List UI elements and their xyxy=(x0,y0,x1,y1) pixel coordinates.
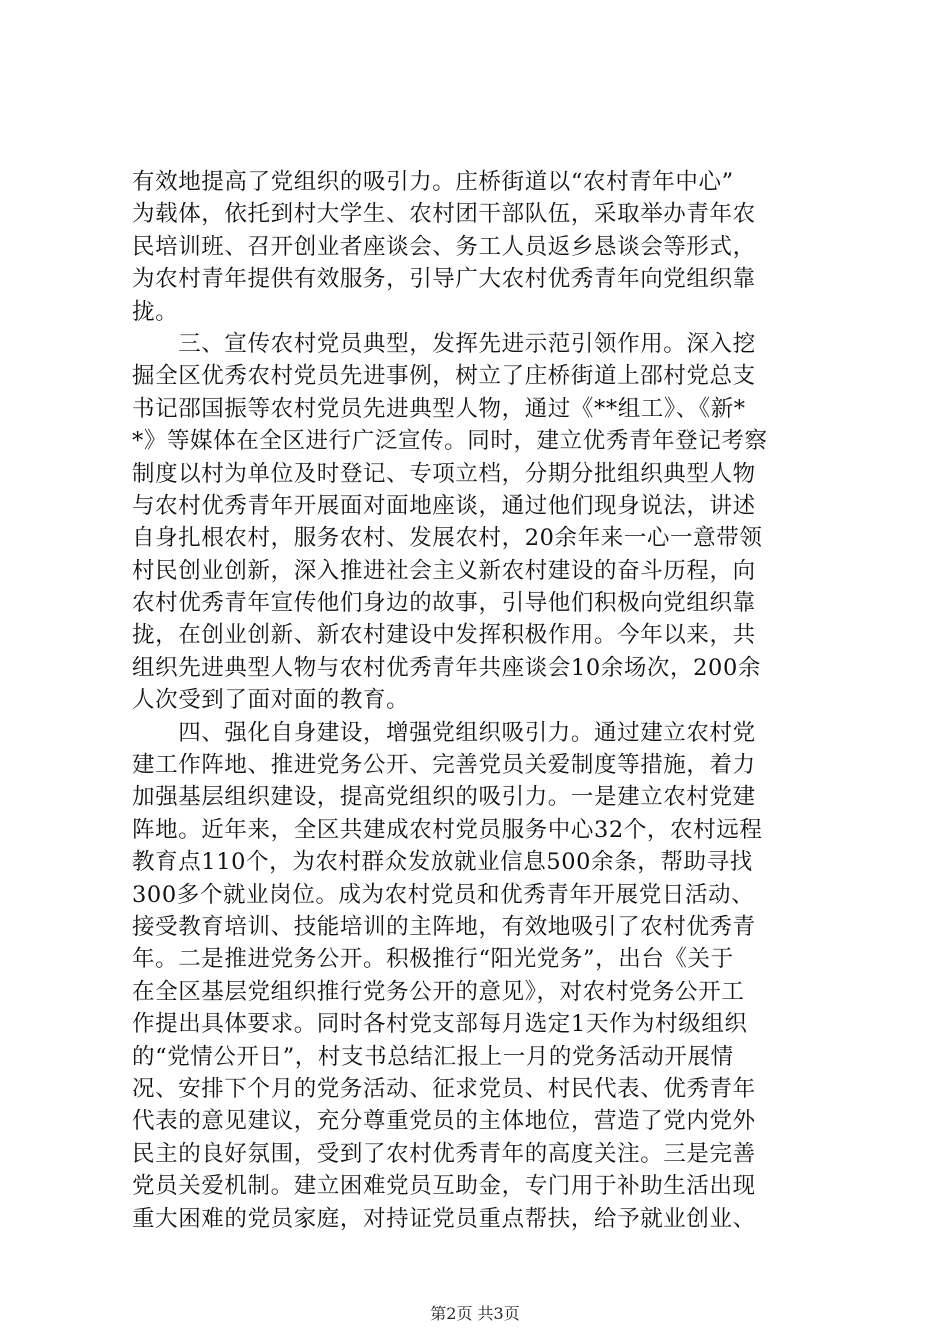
text-line: 农村优秀青年宣传他们身边的故事，引导他们积极向党组织靠 xyxy=(132,590,756,617)
page-number-footer: 第2页 共3页 xyxy=(430,1304,520,1323)
text-line: 拢，在创业创新、新农村建设中发挥积极作用。今年以来，共 xyxy=(132,622,756,649)
text-line: 年。二是推进党务公开。积极推行“阳光党务”，出台《关于 xyxy=(132,946,734,973)
text-line: 掘全区优秀农村党员先进事例，树立了庄桥街道上邵村党总支 xyxy=(132,363,756,390)
text-line: 况、安排下个月的党务活动、征求党员、村民代表、优秀青年 xyxy=(132,1075,756,1102)
text-line: 民主的良好氛围，受到了农村优秀青年的高度关注。三是完善 xyxy=(132,1140,756,1167)
text-line: *》等媒体在全区进行广泛宣传。同时，建立优秀青年登记考察 xyxy=(132,428,768,455)
text-line: 为农村青年提供有效服务，引导广大农村优秀青年向党组织靠 xyxy=(132,266,756,293)
text-line: 接受教育培训、技能培训的主阵地，有效地吸引了农村优秀青 xyxy=(132,913,756,940)
text-line: 四、强化自身建设，增强党组织吸引力。通过建立农村党 xyxy=(132,719,756,746)
text-line: 人次受到了面对面的教育。 xyxy=(132,687,410,714)
text-line: 作提出具体要求。同时各村党支部每月选定1天作为村级组织 xyxy=(132,1011,748,1038)
text-line: 阵地。近年来，全区共建成农村党员服务中心32个，农村远程 xyxy=(132,816,763,843)
document-body xyxy=(132,166,832,1235)
text-line: 自身扎根农村，服务农村、发展农村，20余年来一心一意带领 xyxy=(132,525,763,552)
text-line: 拢。 xyxy=(132,298,179,325)
text-line: 建工作阵地、推进党务公开、完善党员关爱制度等措施，着力 xyxy=(132,752,756,779)
text-line: 加强基层组织建设，提高党组织的吸引力。一是建立农村党建 xyxy=(132,784,756,811)
text-line: 组织先进典型人物与农村优秀青年共座谈会10余场次，200余 xyxy=(132,654,761,681)
text-line: 重大困难的党员家庭，对持证党员重点帮扶，给予就业创业、 xyxy=(132,1205,756,1232)
text-line: 为载体，依托到村大学生、农村团干部队伍，采取举办青年农 xyxy=(132,201,756,228)
text-line: 党员关爱机制。建立困难党员互助金，专门用于补助生活出现 xyxy=(132,1173,756,1200)
text-line: 民培训班、召开创业者座谈会、务工人员返乡恳谈会等形式， xyxy=(132,233,756,260)
text-line: 教育点110个，为农村群众发放就业信息500余条，帮助寻找 xyxy=(132,849,753,876)
text-line: 书记邵国振等农村党员先进典型人物，通过《**组工》、《新* xyxy=(132,395,746,422)
text-line: 与农村优秀青年开展面对面地座谈，通过他们现身说法，讲述 xyxy=(132,492,756,519)
text-line: 的“党情公开日”，村支书总结汇报上一月的党务活动开展情 xyxy=(132,1043,734,1070)
text-line: 300多个就业岗位。成为农村党员和优秀青年开展党日活动、 xyxy=(132,881,755,908)
text-line: 有效地提高了党组织的吸引力。庄桥街道以“农村青年中心” xyxy=(132,169,734,195)
text-line: 村民创业创新，深入推进社会主义新农村建设的奋斗历程，向 xyxy=(132,557,756,584)
text-line: 代表的意见建议，充分尊重党员的主体地位，营造了党内党外 xyxy=(132,1108,756,1135)
text-line: 制度以村为单位及时登记、专项立档，分期分批组织典型人物 xyxy=(132,460,756,487)
text-line: 三、宣传农村党员典型，发挥先进示范引领作用。深入挖 xyxy=(132,330,756,357)
text-line: 在全区基层党组织推行党务公开的意见》，对农村党务公开工 xyxy=(132,978,745,1005)
